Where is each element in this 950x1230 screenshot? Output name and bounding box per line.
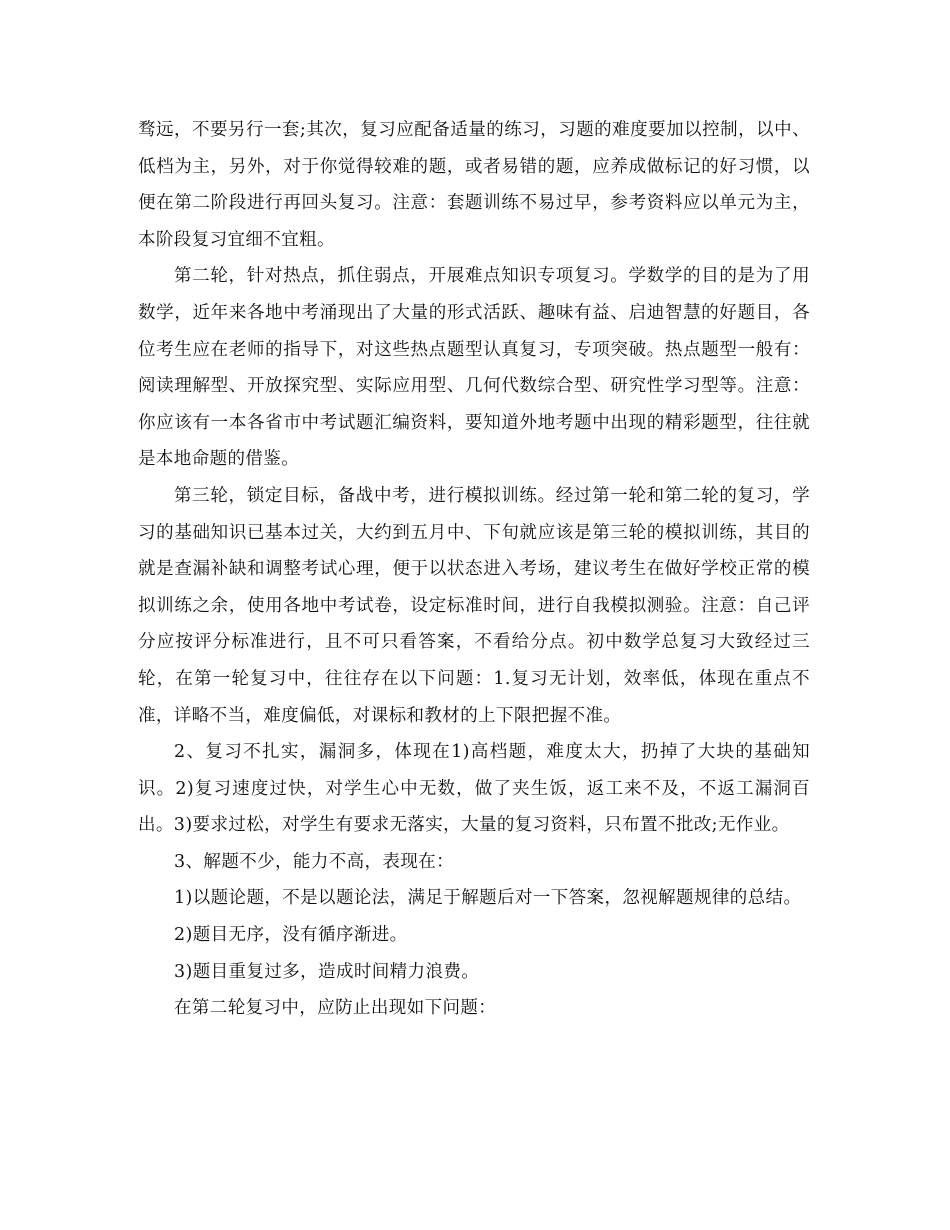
paragraph: 2、复习不扎实，漏洞多，体现在1)高档题，难度太大，扔掉了大块的基础知识。2)复习速度过快，对学生心中无数，做了夹生饭，返工来不及，不返工漏洞百出。3)要求过松，对学生有要求无落实，大量的复习资料，只布置不批改;无作业。: [138, 742, 810, 836]
paragraph: 骛远，不要另行一套;其次，复习应配备适量的练习，习题的难度要加以控制，以中、低档为主，另外，对于你觉得较难的题，或者易错的题，应养成做标记的好习惯，以便在第二阶段进行再回头复习。注意：套题训练不易过早，参考资料应以单元为主，本阶段复习宜细不宜粗。: [138, 120, 810, 250]
paragraph: 第二轮，针对热点，抓住弱点，开展难点知识专项复习。学数学的目的是为了用数学，近年来各地中考涌现出了大量的形式活跃、趣味有益、启迪智慧的好题目，各位考生应在老师的指导下，对这些热点题型认真复习，专项突破。热点题型一般有：阅读理解型、开放探究型、实际应用型、几何代数综合型、研究性学习型等。注意：你应该有一本各省市中考试题汇编资料，要知道外地考题中出现的精彩题型，往往就是本地命题的借鉴。: [138, 266, 810, 470]
paragraph: 2)题目无序，没有循序渐进。: [174, 925, 408, 946]
paragraph: 3)题目重复过多，造成时间精力浪费。: [174, 961, 480, 982]
document-body: [138, 112, 810, 1027]
paragraph: 在第二轮复习中，应防止出现如下问题：: [174, 998, 497, 1019]
paragraph: 3、解题不少，能力不高，表现在：: [174, 851, 455, 872]
paragraph: 1)以题论题，不是以题论法，满足于解题后对一下答案，忽视解题规律的总结。: [174, 888, 802, 909]
paragraph: 第三轮，锁定目标，备战中考，进行模拟训练。经过第一轮和第二轮的复习，学习的基础知识已基本过关，大约到五月中、下旬就应该是第三轮的模拟训练，其目的就是查漏补缺和调整考试心理，便于以状态进入考场，建议考生在做好学校正常的模拟训练之余，使用各地中考试卷，设定标准时间，进行自我模拟测验。注意：自己评分应按评分标准进行，且不可只看答案，不看给分点。初中数学总复习大致经过三轮，在第一轮复习中，往往存在以下问题：1.复习无计划，效率低，体现在重点不准，详略不当，难度偏低，对课标和教材的上下限把握不准。: [138, 485, 810, 726]
